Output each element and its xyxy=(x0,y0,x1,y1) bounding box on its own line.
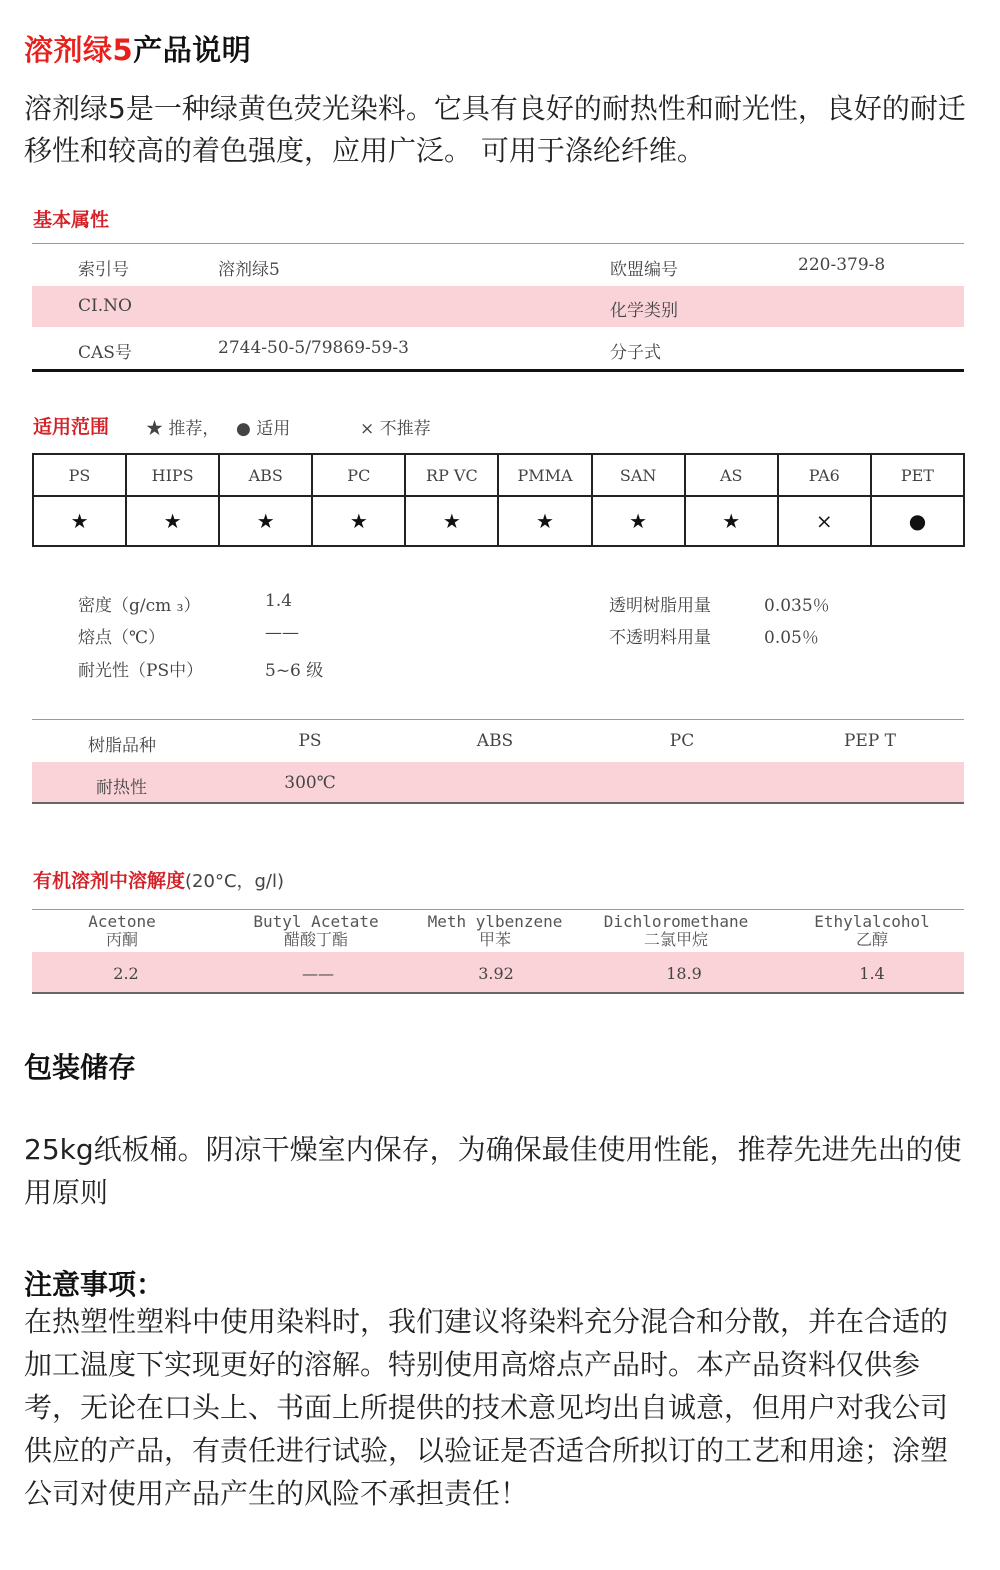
heat-value-row xyxy=(32,762,964,802)
solubility-unit: (20°C，g/l) xyxy=(185,871,285,892)
solvent-zh: 二氯甲烷 xyxy=(643,930,708,949)
solubility-heading: 有机溶剂中溶解度 xyxy=(33,870,186,892)
density-value: 1.4 xyxy=(265,591,293,611)
resin-header: ABS xyxy=(219,454,312,496)
density-label: 密度（g/cm ₃） xyxy=(78,596,201,616)
notes-heading: 注意事项： xyxy=(24,1268,165,1301)
solvent-en: Dichloromethane xyxy=(603,912,749,931)
page-title xyxy=(24,28,251,69)
solvent-header xyxy=(253,913,378,949)
legend-recommended: ★ 推荐， xyxy=(146,419,220,439)
star-icon: ★ xyxy=(685,496,778,546)
cross-icon: × xyxy=(778,496,871,546)
scope-header-row xyxy=(33,454,964,496)
solvent-en: Butyl Acetate xyxy=(253,912,379,931)
opaque-dosage-value: 0.05％ xyxy=(764,628,819,648)
packaging-heading: 包装储存 xyxy=(24,1051,137,1084)
solubility-value: 1.4 xyxy=(859,964,885,983)
solvent-en: Meth ylbenzene xyxy=(427,912,563,931)
melting-point-label: 熔点（℃） xyxy=(78,628,166,648)
solvent-zh: 醋酸丁酯 xyxy=(283,930,349,949)
resin-header: SAN xyxy=(592,454,685,496)
dot-icon: ● xyxy=(871,496,964,546)
star-icon: ★ xyxy=(592,496,685,546)
basic-key: CAS号 xyxy=(78,343,132,363)
resin-header: HIPS xyxy=(126,454,219,496)
basic-row-2 xyxy=(32,286,964,327)
solubility-value: —— xyxy=(302,964,334,983)
solvent-zh: 乙醇 xyxy=(855,930,888,949)
resin-header: PC xyxy=(312,454,405,496)
basic-value: 2744-50-5/79869-59-3 xyxy=(218,338,409,358)
resin-header: AS xyxy=(685,454,778,496)
star-icon: ★ xyxy=(405,496,498,546)
heat-header-row xyxy=(32,720,964,761)
legend-not-recommended: × 不推荐 xyxy=(360,419,431,439)
title-suffix: 产品说明 xyxy=(133,33,252,67)
star-icon: ★ xyxy=(312,496,405,546)
basic-row-3 xyxy=(32,328,964,368)
divider xyxy=(32,243,964,244)
melting-point-value: —— xyxy=(265,623,299,643)
solubility-value: 18.9 xyxy=(666,964,702,983)
solvent-header xyxy=(814,913,930,949)
scope-heading: 适用范围 xyxy=(33,416,110,438)
divider xyxy=(32,369,964,372)
solvent-header xyxy=(428,913,563,949)
solvent-zh: 丙酮 xyxy=(105,930,138,949)
resin-name: PEP T xyxy=(843,731,897,751)
solubility-value: 2.2 xyxy=(113,964,139,983)
resin-header: PA6 xyxy=(778,454,871,496)
star-icon: ★ xyxy=(498,496,591,546)
legend-suitable: ● 适用 xyxy=(236,419,291,439)
intro-paragraph: 溶剂绿5是一种绿黄色荧光染料。它具有良好的耐热性和耐光性，良好的耐迁移性和较高的着色强度，应用广泛。 可用于涤纶纤维。 xyxy=(24,92,966,167)
solvent-header xyxy=(88,913,155,949)
basic-key: 化学类别 xyxy=(610,301,678,321)
transparent-dosage-value: 0.035％ xyxy=(764,596,830,616)
scope-symbol-row xyxy=(33,496,964,546)
solubility-heading-line xyxy=(33,866,284,893)
star-icon: ★ xyxy=(219,496,312,546)
basic-key: 分子式 xyxy=(610,343,661,363)
resin-name: ABS xyxy=(476,731,514,751)
heat-resistance-label: 耐热性 xyxy=(96,778,147,798)
product-name: 溶剂绿5 xyxy=(24,33,134,67)
resin-name: PC xyxy=(669,731,695,751)
lightfastness-value: 5~6 级 xyxy=(265,661,324,681)
resin-header: RP VC xyxy=(405,454,498,496)
resin-header: PS xyxy=(33,454,126,496)
star-icon: ★ xyxy=(33,496,126,546)
basic-row-1 xyxy=(32,245,964,285)
lightfastness-label: 耐光性（PS中） xyxy=(78,661,204,681)
basic-properties-heading: 基本属性 xyxy=(33,209,110,231)
transparent-dosage-label: 透明树脂用量 xyxy=(609,596,711,616)
basic-key: CI.NO xyxy=(78,296,132,316)
notes-text: 在热塑性塑料中使用染料时，我们建议将染料充分混合和分散，并在合适的加工温度下实现更好的溶解。特别使用高熔点产品时。本产品资料仅供参考，无论在口头上、书面上所提供的技术意见均出自诚意，但用户对我公司供应的产品，有责任进行试验，以验证是否适合所拟订的工艺和用途；涂塑公司对使用产品产生的风险不承担责任！ xyxy=(24,1305,949,1510)
solubility-value: 3.92 xyxy=(478,964,514,983)
resin-header: PMMA xyxy=(498,454,591,496)
divider xyxy=(32,992,964,994)
solvent-header xyxy=(604,913,749,949)
divider xyxy=(32,909,964,910)
resin-name: PS xyxy=(298,731,322,751)
basic-value: 220-379-8 xyxy=(798,255,886,275)
resin-header: PET xyxy=(871,454,964,496)
resin-type-label: 树脂品种 xyxy=(88,736,156,756)
opaque-dosage-label: 不透明料用量 xyxy=(609,628,711,648)
packaging-text: 25kg纸板桶。阴凉干燥室内保存，为确保最佳使用性能，推荐先进先出的使用原则 xyxy=(24,1133,962,1209)
solvent-en: Acetone xyxy=(88,912,156,931)
scope-table xyxy=(32,453,965,547)
star-icon: ★ xyxy=(126,496,219,546)
solvent-zh: 甲苯 xyxy=(478,930,512,949)
basic-key: 欧盟编号 xyxy=(610,260,678,280)
solvent-en: Ethylalcohol xyxy=(814,912,930,931)
basic-value: 溶剂绿5 xyxy=(218,260,280,280)
heat-value: 300℃ xyxy=(284,773,336,793)
divider xyxy=(32,802,964,804)
basic-key: 索引号 xyxy=(78,260,129,280)
